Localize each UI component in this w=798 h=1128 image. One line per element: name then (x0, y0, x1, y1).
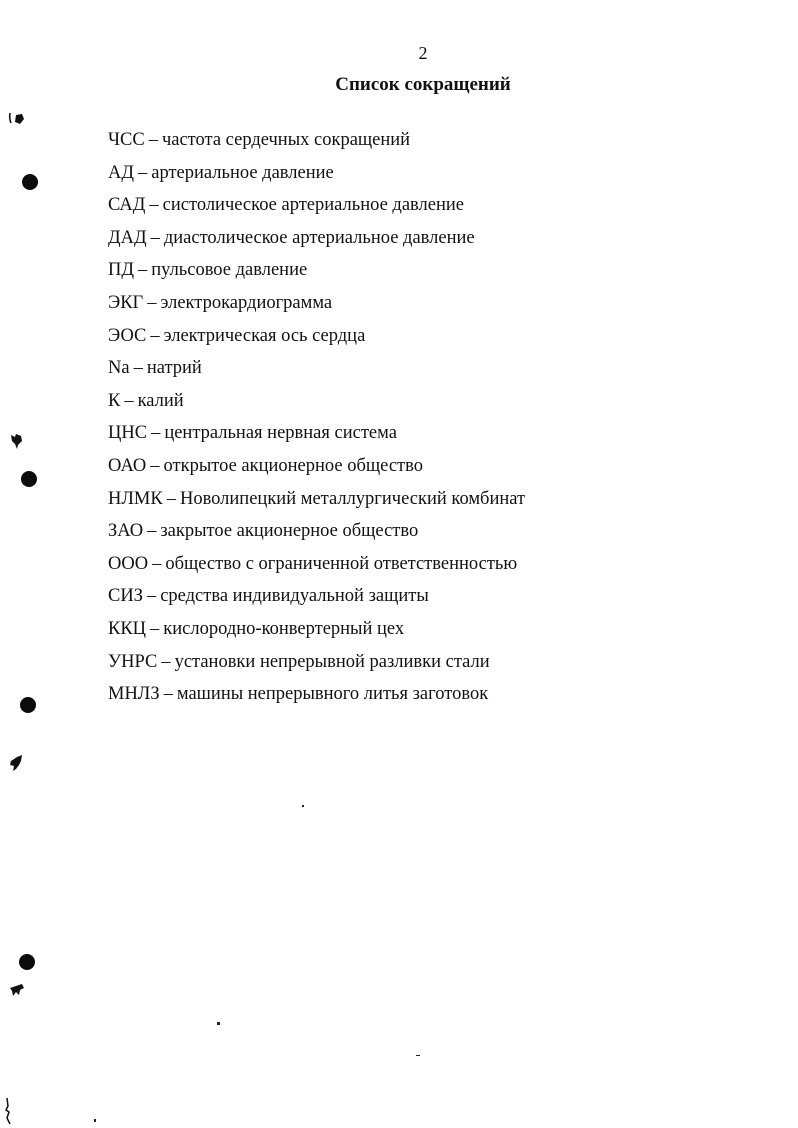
list-item (108, 551, 525, 584)
separator: – (149, 195, 159, 216)
scan-speck (302, 805, 304, 807)
abbreviation: ЦНС (108, 423, 148, 444)
list-item (108, 616, 525, 649)
definition: кислородно-конвертерный цех (163, 618, 405, 639)
separator: – (163, 684, 173, 705)
abbreviation: ЭОС (108, 325, 147, 346)
separator: – (161, 651, 171, 672)
scan-speck (416, 1055, 420, 1056)
separator: – (150, 618, 160, 639)
separator: – (148, 130, 158, 150)
abbreviation: НЛМК (108, 488, 163, 509)
list-item (108, 486, 525, 519)
list-item (108, 192, 525, 225)
definition: открытое акционерное общество (163, 455, 423, 476)
definition: диастолическое артериальное давление (163, 227, 475, 248)
scan-speck (217, 1022, 220, 1025)
abbreviation: ПД (108, 260, 134, 281)
separator: – (150, 455, 160, 476)
definition: общество с ограниченной ответственностью (165, 553, 518, 574)
abbreviation: ДАД (108, 227, 147, 248)
abbreviation: Na (108, 358, 130, 379)
abbreviation: ОАО (108, 455, 147, 476)
punch-hole (20, 697, 36, 713)
list-item (108, 160, 525, 193)
separator: – (150, 227, 160, 248)
separator: – (137, 260, 148, 281)
list-item (108, 323, 525, 356)
definition: натрий (146, 358, 202, 379)
scan-speck (3, 1096, 13, 1126)
separator: – (133, 358, 143, 379)
separator: – (152, 553, 162, 574)
list-item (108, 290, 525, 323)
scan-speck (7, 753, 25, 773)
list-item (108, 420, 525, 453)
punch-hole (21, 471, 37, 487)
abbreviation: ООО (108, 553, 149, 574)
list-item (108, 649, 525, 682)
abbreviation-list (108, 127, 525, 714)
separator: – (146, 586, 157, 607)
definition: установки непрерывной разливки стали (174, 651, 490, 672)
separator: – (151, 423, 161, 444)
abbreviation: СИЗ (108, 586, 143, 607)
definition: закрытое акционерное общество (160, 521, 419, 542)
abbreviation: ЗАО (108, 521, 144, 542)
abbreviation: УНРС (108, 651, 158, 672)
separator: – (147, 521, 157, 542)
page-number: 2 (418, 43, 428, 63)
definition: калий (137, 390, 184, 411)
list-item (108, 388, 525, 421)
scan-speck (8, 432, 26, 450)
definition: электрическая ось сердца (163, 325, 366, 346)
abbreviation: ККЦ (108, 618, 147, 639)
abbreviation: К (108, 390, 121, 411)
separator: – (166, 488, 176, 509)
abbreviation: ЧСС (108, 130, 145, 150)
list-item (108, 257, 525, 290)
definition: артериальное давление (151, 162, 334, 183)
list-item (108, 127, 525, 160)
definition: систолическое артериальное давление (162, 195, 464, 216)
page-title: Список сокращений (335, 74, 511, 95)
definition: средства индивидуальной защиты (160, 586, 429, 607)
definition: частота сердечных сокращений (161, 130, 411, 150)
list-item (108, 225, 525, 258)
separator: – (150, 325, 160, 346)
separator: – (137, 162, 148, 183)
definition: пульсовое давление (151, 260, 308, 281)
punch-hole (19, 954, 35, 970)
list-item (108, 681, 525, 714)
definition: машины непрерывного литья заготовок (176, 684, 489, 705)
abbreviation: САД (108, 195, 146, 216)
abbreviation: ЭКГ (108, 292, 144, 313)
list-item (108, 453, 525, 486)
definition: центральная нервная система (164, 423, 397, 444)
punch-hole (22, 174, 38, 190)
scan-speck (94, 1119, 96, 1122)
list-item (108, 583, 525, 616)
separator: – (124, 390, 134, 411)
definition: электрокардиограмма (160, 292, 333, 313)
definition: Новолипецкий металлургический комбинат (179, 488, 526, 509)
scan-speck (8, 110, 26, 126)
abbreviation: АД (108, 162, 134, 183)
separator: – (147, 292, 157, 313)
list-item (108, 518, 525, 551)
scan-speck (7, 982, 27, 1000)
abbreviation: МНЛЗ (108, 684, 160, 705)
list-item (108, 355, 525, 388)
